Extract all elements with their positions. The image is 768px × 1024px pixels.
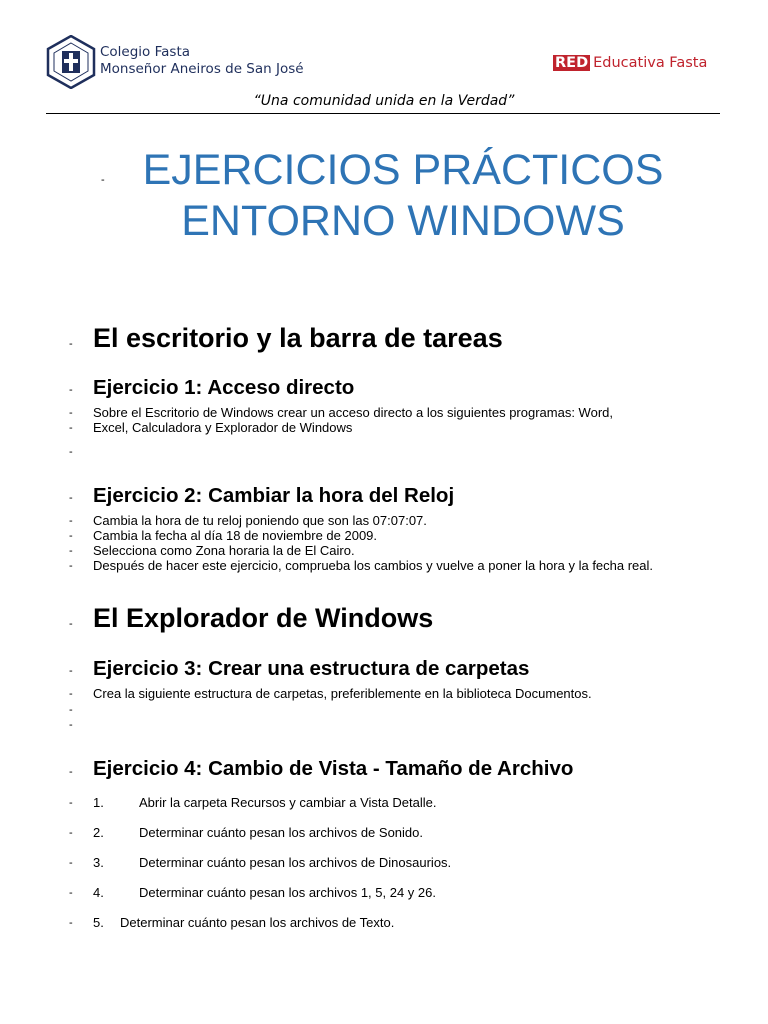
bullet: -: [69, 492, 73, 504]
step-text: Abrir la carpeta Recursos y cambiar a Vista Detalle.: [139, 795, 437, 810]
section2-heading: El Explorador de Windows: [93, 603, 434, 633]
bullet: -: [69, 857, 73, 869]
red-badge: RED: [555, 55, 589, 71]
ex1-heading: Ejercicio 1: Acceso directo: [93, 376, 355, 399]
bullet: -: [69, 422, 73, 434]
ex1-line: Excel, Calculadora y Explorador de Windows: [93, 420, 353, 435]
seal-icon: [46, 35, 96, 89]
title-line1: EJERCICIOS PRÁCTICOS: [142, 146, 664, 194]
step-text: Determinar cuánto pesan los archivos de Dinosaurios.: [139, 855, 452, 870]
section1-heading: El escritorio y la barra de tareas: [93, 323, 503, 353]
bullet: -: [69, 384, 73, 396]
bullet: -: [69, 515, 73, 527]
ex2-heading: Ejercicio 2: Cambiar la hora del Reloj: [93, 484, 455, 507]
title-bullet: -: [101, 174, 105, 186]
bullet: -: [69, 719, 73, 731]
step-number: 1.: [93, 795, 104, 810]
ex2-line: Después de hacer este ejercicio, comprueba los cambios y vuelve a poner la hora y la fecha real.: [93, 558, 654, 573]
bullet: -: [69, 704, 73, 716]
bullet: -: [69, 688, 73, 700]
step-text: Determinar cuánto pesan los archivos 1, 5, 24 y 26.: [139, 885, 436, 900]
step-number: 4.: [93, 885, 104, 900]
ex4-heading: Ejercicio 4: Cambio de Vista - Tamaño de Archivo: [93, 757, 574, 780]
ex3-line: Crea la siguiente estructura de carpetas, preferiblemente en la biblioteca Documentos.: [93, 686, 592, 701]
bullet: -: [69, 797, 73, 809]
bullet: -: [69, 545, 73, 557]
step-number: 5.: [93, 915, 104, 930]
bullet: -: [69, 407, 73, 419]
bullet: -: [69, 560, 73, 572]
bullet: -: [69, 887, 73, 899]
motto: “Una comunidad unida en la Verdad”: [253, 93, 515, 109]
red-educativa-logo: [553, 54, 707, 72]
bullet: -: [69, 338, 73, 350]
bullet: -: [69, 618, 73, 630]
bullet: -: [69, 665, 73, 677]
school-seal-logo: [46, 35, 96, 89]
ex1-line: Sobre el Escritorio de Windows crear un acceso directo a los siguientes programas: Word,: [93, 405, 613, 420]
bullet: -: [69, 917, 73, 929]
bullet: -: [69, 827, 73, 839]
step-text: Determinar cuánto pesan los archivos de Texto.: [120, 915, 395, 930]
school-name: [100, 44, 304, 78]
ex2-line: Cambia la hora de tu reloj poniendo que son las 07:07:07.: [93, 513, 427, 528]
step-number: 2.: [93, 825, 104, 840]
network-name: Educativa Fasta: [593, 55, 708, 71]
bullet: -: [69, 446, 73, 458]
ex2-line: Selecciona como Zona horaria la de El Cairo.: [93, 543, 355, 558]
bullet: -: [69, 766, 73, 778]
page-title: [100, 145, 706, 247]
header-divider: [46, 113, 720, 114]
school-name-line2: Monseñor Aneiros de San José: [100, 61, 304, 77]
bullet: -: [69, 530, 73, 542]
step-text: Determinar cuánto pesan los archivos de Sonido.: [139, 825, 423, 840]
step-number: 3.: [93, 855, 104, 870]
school-name-line1: Colegio Fasta: [100, 44, 191, 60]
ex3-heading: Ejercicio 3: Crear una estructura de carpetas: [93, 657, 530, 680]
title-line2: ENTORNO WINDOWS: [181, 197, 625, 245]
ex2-line: Cambia la fecha al día 18 de noviembre de 2009.: [93, 528, 378, 543]
